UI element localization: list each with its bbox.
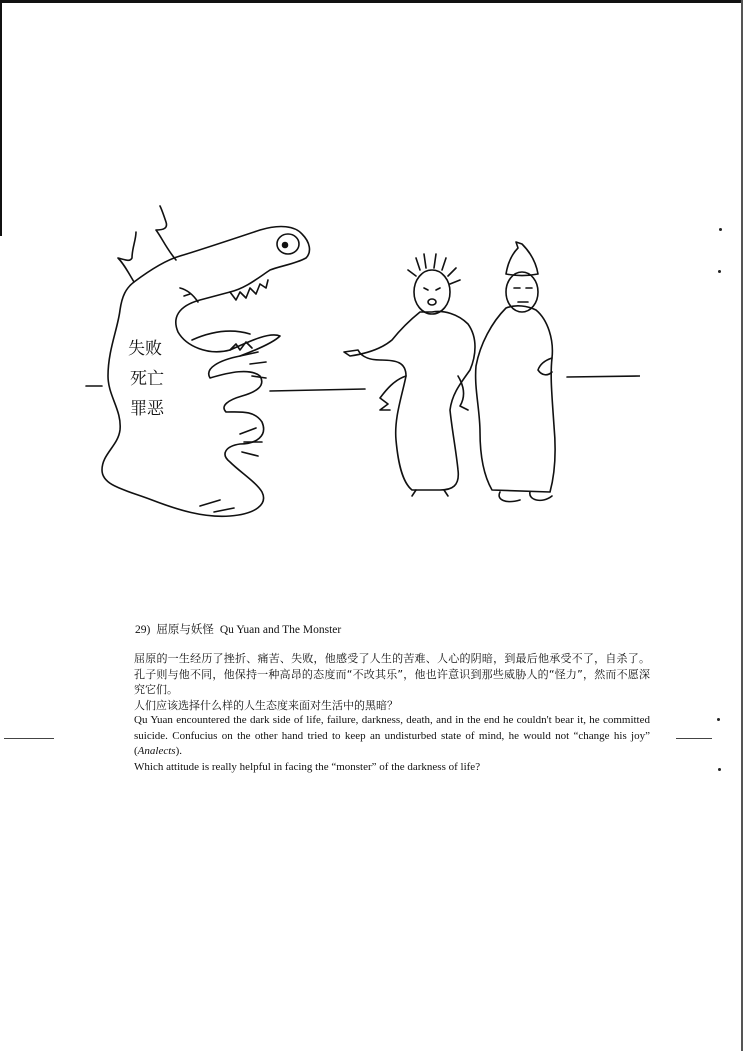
- scan-speck: [718, 768, 721, 771]
- analects-title: Analects: [137, 745, 176, 757]
- ground-line-middle: [270, 389, 365, 391]
- scan-speck: [719, 228, 722, 231]
- ground-line-right: [567, 376, 640, 377]
- zh-question: 人们应该选择什么样的人生态度来面对生活中的黑暗？: [134, 698, 398, 712]
- caption-title-zh: 屈原与妖怪: [156, 624, 214, 636]
- en-paragraph-part1: Qu Yuan encountered the dark side of life, failure, darkness, death, and in the end he couldn't bear it, he committed suicide. Confucius on the other hand tried to keep an undisturbed state of mind, he would not “change his joy” (: [134, 714, 650, 757]
- caption-number: 29): [135, 624, 151, 636]
- caption-title-en: Qu Yuan and The Monster: [219, 624, 342, 636]
- monster-mouth: [192, 331, 250, 340]
- confucius-feet: [499, 492, 552, 502]
- en-question: Which attitude is really helpful in facing the “monster” of the darkness of life?: [134, 760, 481, 773]
- confucius-robe: [476, 306, 556, 492]
- scan-mark-right: [676, 738, 712, 739]
- qu-yuan-monster-illustration: [80, 200, 640, 530]
- zh-paragraph: 屈原的一生经历了挫折、痛苦、失败，他感受了人生的苦难、人心的阴暗，到最后他承受不了，自杀了。孔子则与他不同，他保持一种高昂的态度而“不改其乐”，他也许意识到那些威胁人的“怪力”，然而不愿深究它们。: [134, 652, 650, 696]
- scan-edge-left: [0, 0, 2, 236]
- qu-yuan-mouth: [428, 299, 436, 305]
- qu-yuan-robe: [344, 312, 475, 491]
- commentary-text: [134, 651, 650, 775]
- monster-horn-back: [118, 232, 136, 282]
- confucius-hat: [506, 242, 538, 276]
- en-paragraph: [134, 713, 650, 760]
- confucius-sleeve: [538, 358, 552, 375]
- monster-label-death: 死亡: [130, 369, 164, 389]
- qu-yuan-head: [414, 270, 450, 314]
- qu-yuan-feet: [412, 490, 448, 496]
- scan-edge-top: [0, 0, 743, 3]
- scan-mark-left: [4, 738, 54, 739]
- qu-yuan-hair: [408, 254, 460, 284]
- en-paragraph-part2: ).: [175, 745, 182, 757]
- monster-claw-upper: [240, 352, 266, 378]
- monster-brow-mark: [184, 294, 190, 296]
- monster-label-failure: 失败: [128, 339, 162, 359]
- figure-caption: [135, 621, 347, 637]
- scan-speck: [717, 718, 720, 721]
- monster-pupil: [283, 243, 288, 248]
- monster-claw-lower: [240, 428, 262, 456]
- monster-foot: [200, 500, 234, 512]
- scan-speck: [718, 270, 721, 273]
- qu-yuan-eyes: [424, 288, 440, 290]
- monster-horn-top: [156, 206, 176, 260]
- monster-label-evil: 罪恶: [130, 399, 164, 419]
